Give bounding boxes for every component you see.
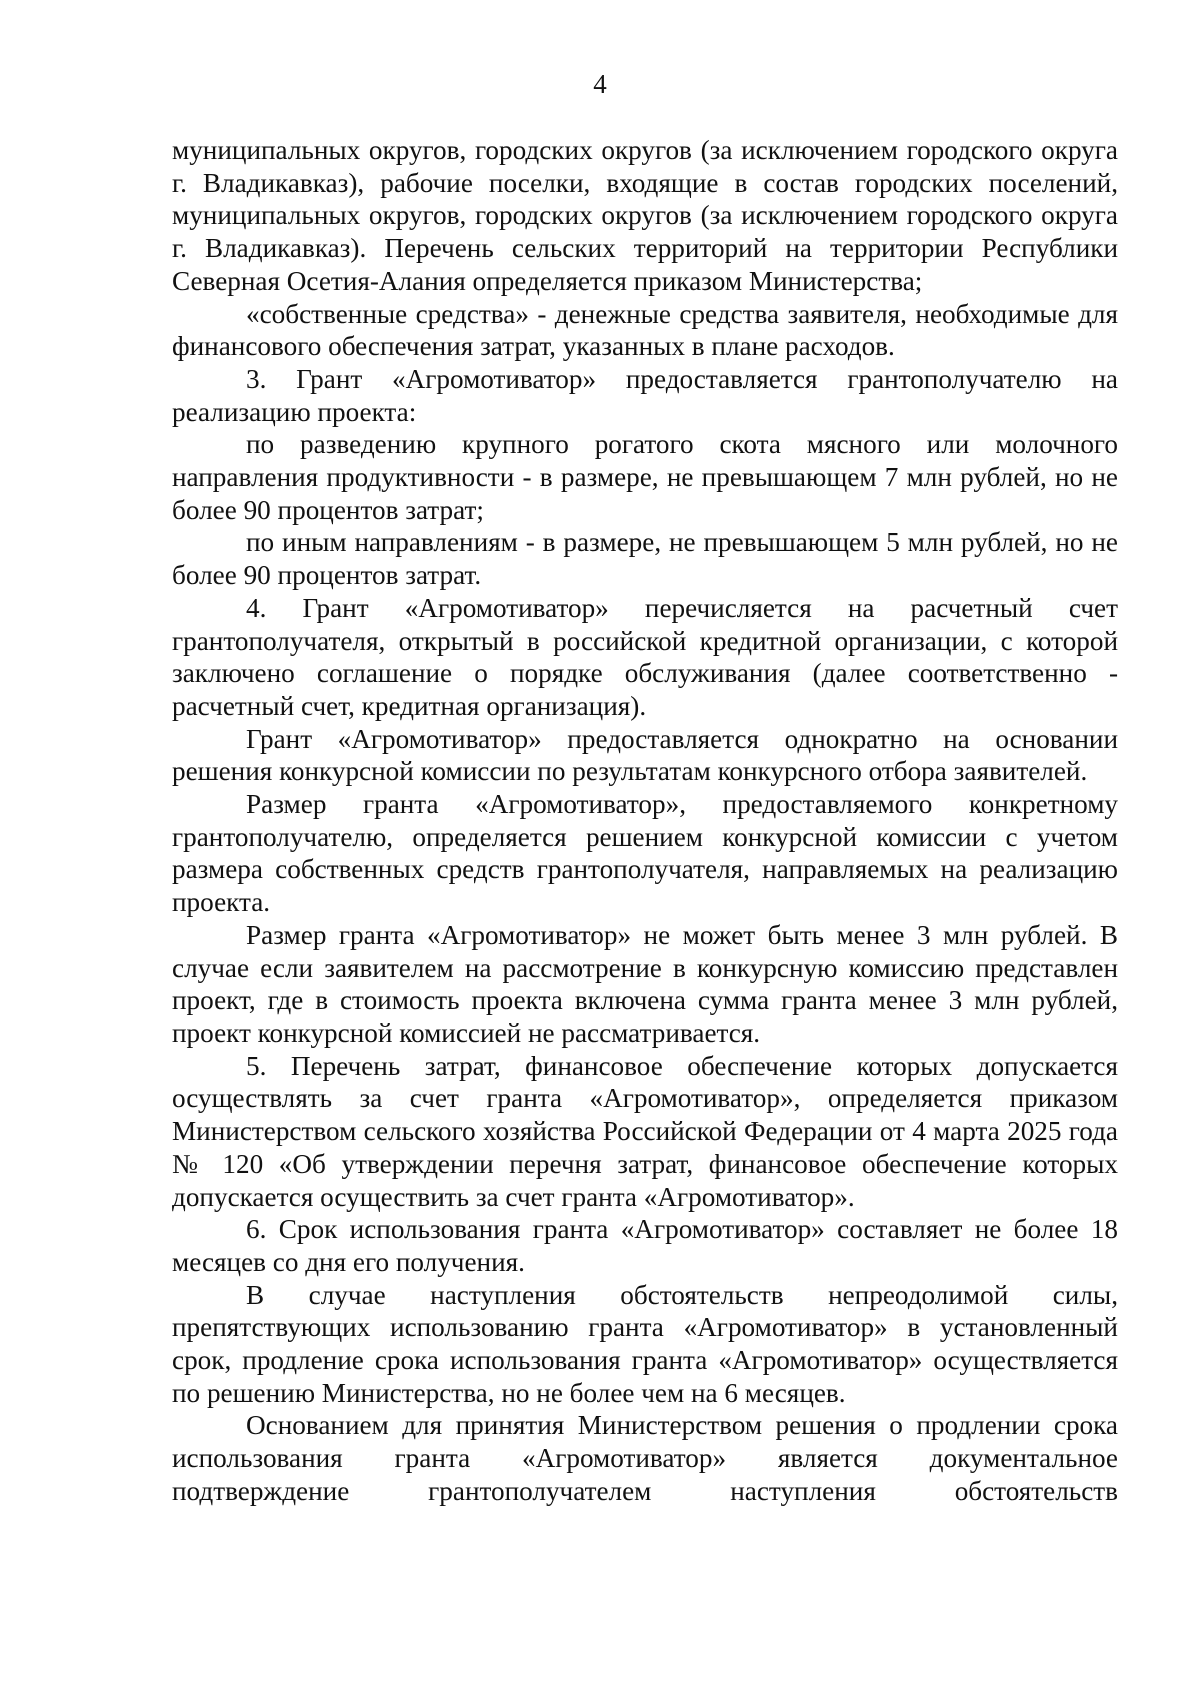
- paragraph: Размер гранта «Агромотиватор», предоставляемого конкретному грантополучателю, определяется решением конкурсной комиссии с учетом размера собственных средств грантополучателя, направляемых на реализацию проекта.: [172, 789, 1118, 918]
- paragraph: Основанием для принятия Министерством решения о продлении срока использования гранта «Агромотиватор» является документальное подтверждение грантополучателем наступления обстоятельств: [172, 1410, 1118, 1506]
- paragraph: муниципальных округов, городских округов (за исключением городского округа г. Владикавказ), рабочие поселки, входящие в состав городских поселений, муниципальных округов, городских округов (за исключением городского округа г. Владикавказ). Перечень сельских территорий на территории Республики Северная Осетия-Алания определяется приказом Министерства;: [172, 135, 1118, 296]
- paragraph: В случае наступления обстоятельств непреодолимой силы, препятствующих использованию гранта «Агромотиватор» в установленный срок, продление срока использования гранта «Агромотиватор» осуществляется по решению Министерства, но не более чем на 6 месяцев.: [172, 1279, 1118, 1408]
- page-number: 4: [593, 69, 607, 99]
- paragraph: 4. Грант «Агромотиватор» перечисляется на расчетный счет грантополучателя, открытый в российской кредитной организации, с которой заключено соглашение о порядке обслуживания (далее соответственно - расчетный счет, кредитная организация).: [172, 592, 1118, 721]
- paragraph: по иным направлениям - в размере, не превышающем 5 млн рублей, но не более 90 процентов затрат.: [172, 527, 1118, 591]
- paragraph: по разведению крупного рогатого скота мясного или молочного направления продуктивности - в размере, не превышающем 7 млн рублей, но не более 90 процентов затрат;: [172, 429, 1118, 525]
- paragraph: Грант «Агромотиватор» предоставляется однократно на основании решения конкурсной комиссии по результатам конкурсного отбора заявителей.: [172, 723, 1118, 787]
- paragraph: 5. Перечень затрат, финансовое обеспечение которых допускается осуществлять за счет гранта «Агромотиватор», определяется приказом Министерством сельского хозяйства Российской Федерации от 4 марта 2025 года № 120 «Об утверждении перечня затрат, финансовое обеспечение которых допускается осуществить за счет гранта «Агромотиватор».: [172, 1050, 1118, 1212]
- document-body: [172, 134, 1118, 1508]
- paragraph: «собственные средства» - денежные средства заявителя, необходимые для финансового обеспечения затрат, указанных в плане расходов.: [172, 298, 1118, 362]
- paragraph: Размер гранта «Агромотиватор» не может быть менее 3 млн рублей. В случае если заявителем на рассмотрение в конкурсную комиссию представлен проект, где в стоимость проекта включена сумма гранта менее 3 млн рублей, проект конкурсной комиссией не рассматривается.: [172, 919, 1118, 1048]
- paragraph: 6. Срок использования гранта «Агромотиватор» составляет не более 18 месяцев со дня его получения.: [172, 1214, 1118, 1277]
- paragraph: 3. Грант «Агромотиватор» предоставляется грантополучателю на реализацию проекта:: [172, 363, 1118, 427]
